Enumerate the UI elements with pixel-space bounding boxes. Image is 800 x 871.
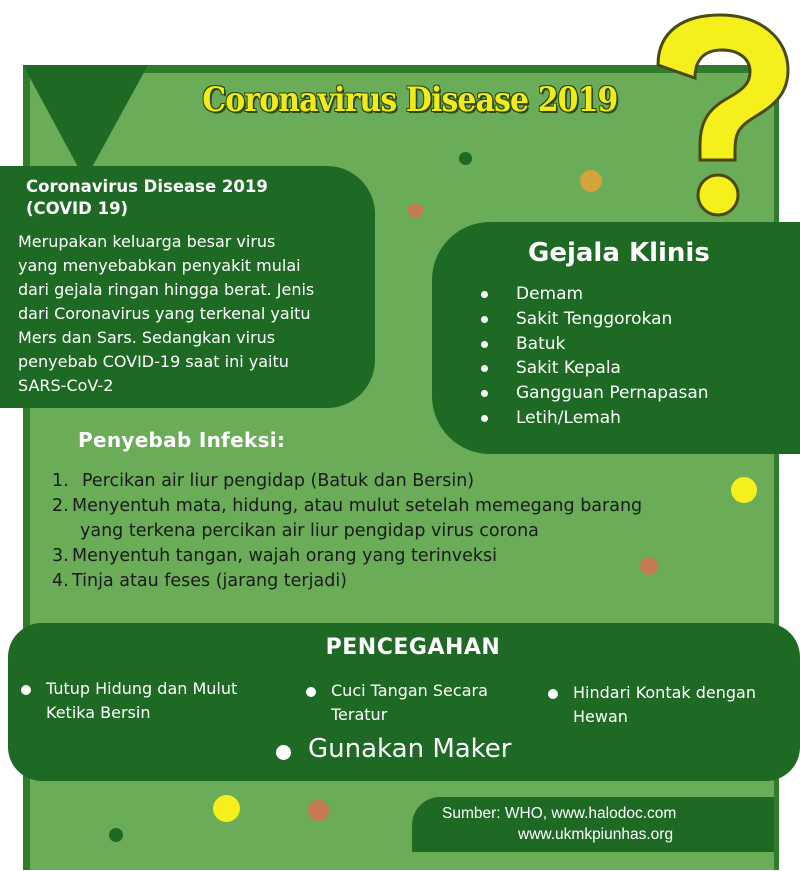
pencegahan-item-text [46,677,237,725]
bullet-icon [306,687,316,697]
decorative-dot [640,557,658,575]
penyebab-item [52,569,732,594]
page-title: Coronavirus Disease 2019 [202,80,618,120]
penyebab-list [52,469,732,594]
question-mark-icon [640,10,800,225]
penyebab-text-line: Menyentuh mata, hidung, atau mulut setelah memegang barang [72,496,643,516]
bullet-icon [276,745,291,760]
penyebab-number: 3. [52,546,69,566]
pencegahan-item-text [573,681,756,729]
gejala-item: Sakit Tenggorokan [478,307,709,332]
gejala-list [478,282,709,431]
penyebab-item [52,469,732,494]
pencegahan-item-line: Teratur [331,705,388,724]
pencegahan-item-line: Hewan [573,707,628,726]
decorative-dot [213,795,240,822]
gejala-title: Gejala Klinis [528,238,710,268]
gejala-item: Demam [478,282,709,307]
decorative-dot [459,152,472,165]
source-panel [412,797,774,852]
gejala-panel [432,222,800,454]
pencegahan-item-line: Ketika Bersin [46,703,151,722]
penyebab-text [72,494,642,544]
gejala-item: Batuk [478,332,709,357]
source-text [442,803,676,845]
definition-text [18,230,363,398]
definition-panel [0,166,375,408]
decorative-dot [731,477,757,503]
penyebab-title: Penyebab Infeksi: [78,428,286,452]
decorative-dot [580,170,602,192]
gejala-item: Sakit Kepala [478,356,709,381]
definition-heading-line1: Coronavirus Disease 2019 [26,177,268,196]
gejala-item: Letih/Lemah [478,406,709,431]
definition-line: Mers dan Sars. Sedangkan virus [18,328,276,347]
decorative-dot [109,828,123,842]
pencegahan-title: PENCEGAHAN [325,635,501,660]
pencegahan-item-text [331,679,488,727]
decorative-dot [408,203,423,218]
penyebab-item [52,544,732,569]
title-wrap [150,72,670,128]
gejala-item: Gangguan Pernapasan [478,381,709,406]
pencegahan-item-line: Tutup Hidung dan Mulut [46,679,238,698]
definition-heading-line2: (COVID 19) [26,199,129,218]
penyebab-number: 4. [52,571,69,591]
definition-line: dari gejala ringan hingga berat. Jenis [18,280,315,299]
source-line: Sumber: WHO, www.halodoc.com [442,805,677,822]
bullet-icon [548,689,558,699]
bullet-icon [21,685,31,695]
definition-line: penyebab COVID-19 saat ini yaitu [18,352,289,371]
definition-line: dari Coronavirus yang terkenal yaitu [18,304,311,323]
penyebab-text: Tinja atau feses (jarang terjadi) [72,571,348,591]
definition-heading [26,176,268,220]
penyebab-text-line: yang terkena percikan air liur pengidap virus corona [80,521,539,541]
decorative-dot [308,800,329,821]
definition-line: yang menyebabkan penyakit mulai [18,256,301,275]
penyebab-number: 2. [52,496,69,516]
pencegahan-item-line: Hindari Kontak dengan [573,683,756,702]
pencegahan-item-line: Cuci Tangan Secara [331,681,488,700]
penyebab-text: Percikan air liur pengidap (Batuk dan Bersin) [82,471,475,491]
source-line: www.ukmkpiunhas.org [518,826,674,843]
penyebab-item [52,494,732,544]
definition-line: SARS-CoV-2 [18,376,114,395]
definition-line: Merupakan keluarga besar virus [18,232,276,251]
pencegahan-big-text: Gunakan Maker [308,734,512,764]
penyebab-number: 1. [52,471,69,491]
penyebab-text: Menyentuh tangan, wajah orang yang terinveksi [72,546,498,566]
